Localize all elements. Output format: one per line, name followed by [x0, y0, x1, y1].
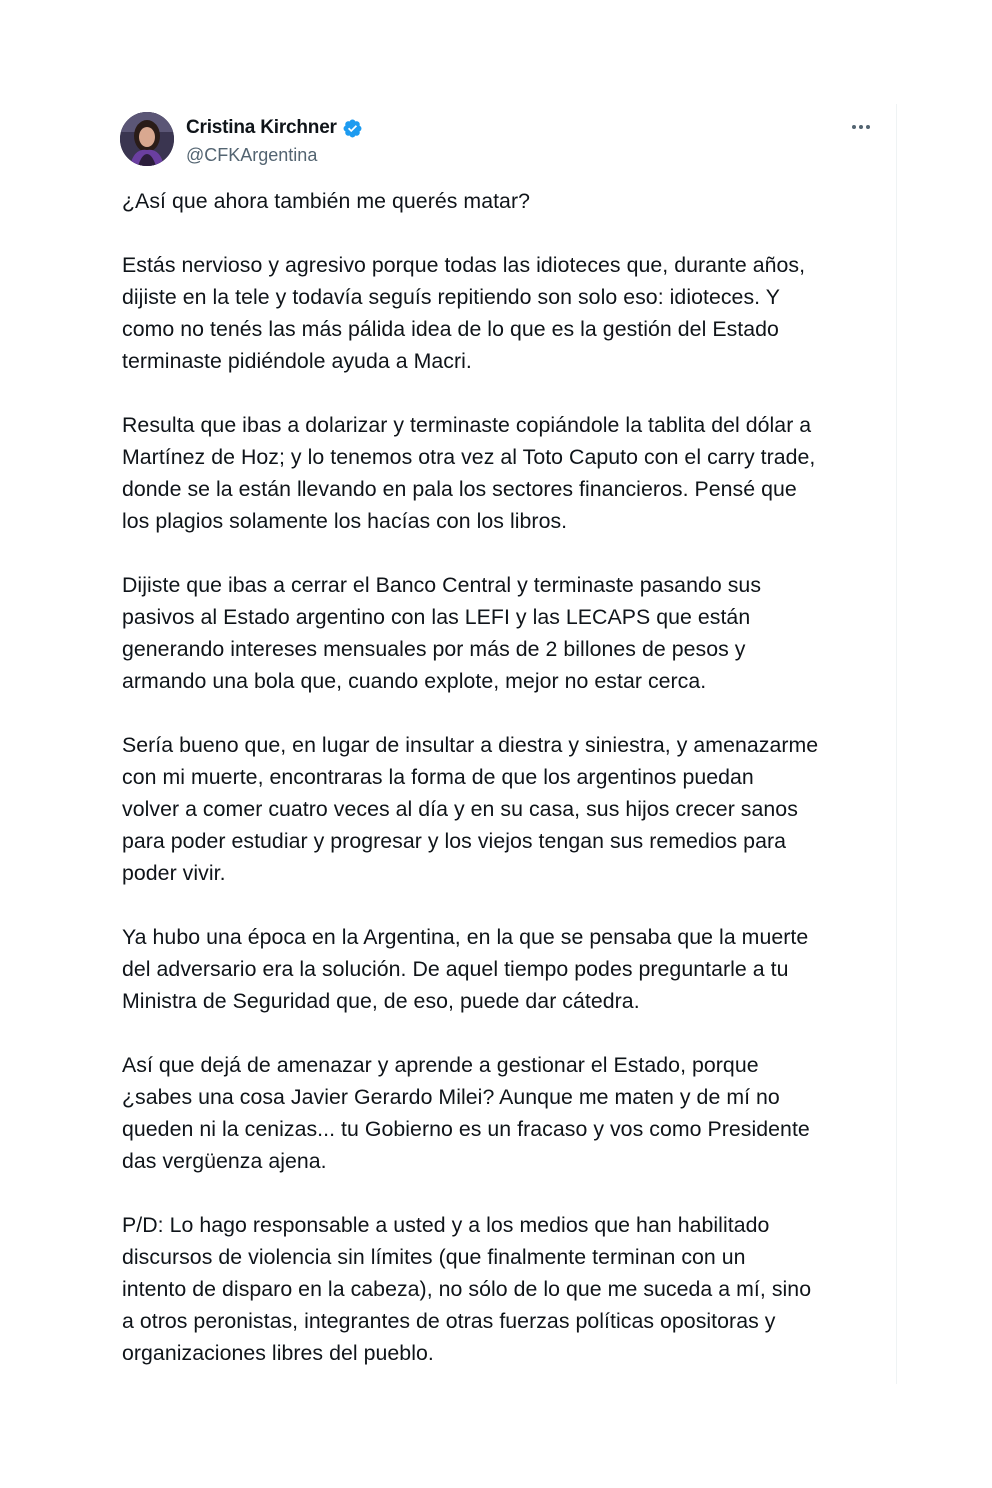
- more-options-icon: [852, 125, 856, 129]
- tweet-paragraph: Resulta que ibas a dolarizar y terminaste copiándole la tablita del dólar a Martínez de Hoz; y lo tenemos otra vez al Toto Caputo con el carry trade, donde se la están llevando en pala los sectores financieros. Pensé que los plagios solamente los hacías con los libros.: [122, 413, 816, 533]
- tweet-paragraph: Estás nervioso y agresivo porque todas las idioteces que, durante años, dijiste en la tele y todavía seguís repitiendo son solo eso: idioteces. Y como no tenés las más pálida idea de lo que es la gestión del Estado terminaste pidiéndole ayuda a Macri.: [122, 253, 806, 373]
- more-options-icon-dot: [866, 125, 870, 129]
- more-options-button[interactable]: [846, 112, 876, 142]
- more-options-icon-dot: [859, 125, 863, 129]
- tweet-header: [120, 112, 880, 168]
- tweet-paragraph: Así que dejá de amenazar y aprende a gestionar el Estado, porque ¿sabes una cosa Javier Gerardo Milei? Aunque me maten y de mí no queden ni la cenizas... tu Gobierno es un fracaso y vos como Presidente das vergüenza ajena.: [122, 1053, 810, 1173]
- tweet-paragraph: ¿Así que ahora también me querés matar?: [122, 189, 530, 213]
- author-info: [186, 114, 363, 168]
- tweet-text: [122, 185, 882, 1401]
- author-handle[interactable]: @CFKArgentina: [186, 145, 318, 165]
- verified-badge-icon: [342, 118, 363, 139]
- tweet-paragraph: Dijiste que ibas a cerrar el Banco Central y terminaste pasando sus pasivos al Estado argentino con las LEFI y las LECAPS que están generando intereses mensuales por más de 2 billones de pesos y armando una bola que, cuando explote, mejor no estar cerca.: [122, 573, 762, 693]
- tweet-paragraph: Sería bueno que, en lugar de insultar a diestra y siniestra, y amenazarme con mi muerte, encontraras la forma de que los argentinos puedan volver a comer cuatro veces al día y en su casa, sus hijos crecer sanos para poder estudiar y progresar y los viejos tengan sus remedios para poder vivir.: [122, 733, 819, 885]
- tweet-paragraph: P/D: Lo hago responsable a usted y a los medios que han habilitado discursos de violencia sin límites (que finalmente terminan con un intento de disparo en la cabeza), no sólo de lo que me suceda a mí, sino a otros peronistas, integrantes de otras fuerzas políticas opositoras y organizaciones libres del pueblo.: [122, 1213, 812, 1365]
- display-name[interactable]: Cristina Kirchner: [186, 117, 337, 138]
- timeline-divider: [896, 104, 897, 1384]
- avatar[interactable]: [120, 112, 174, 166]
- tweet-paragraph: Ya hubo una época en la Argentina, en la que se pensaba que la muerte del adversario era la solución. De aquel tiempo podes preguntarle a tu Ministra de Seguridad que, de eso, puede dar cátedra.: [122, 925, 809, 1013]
